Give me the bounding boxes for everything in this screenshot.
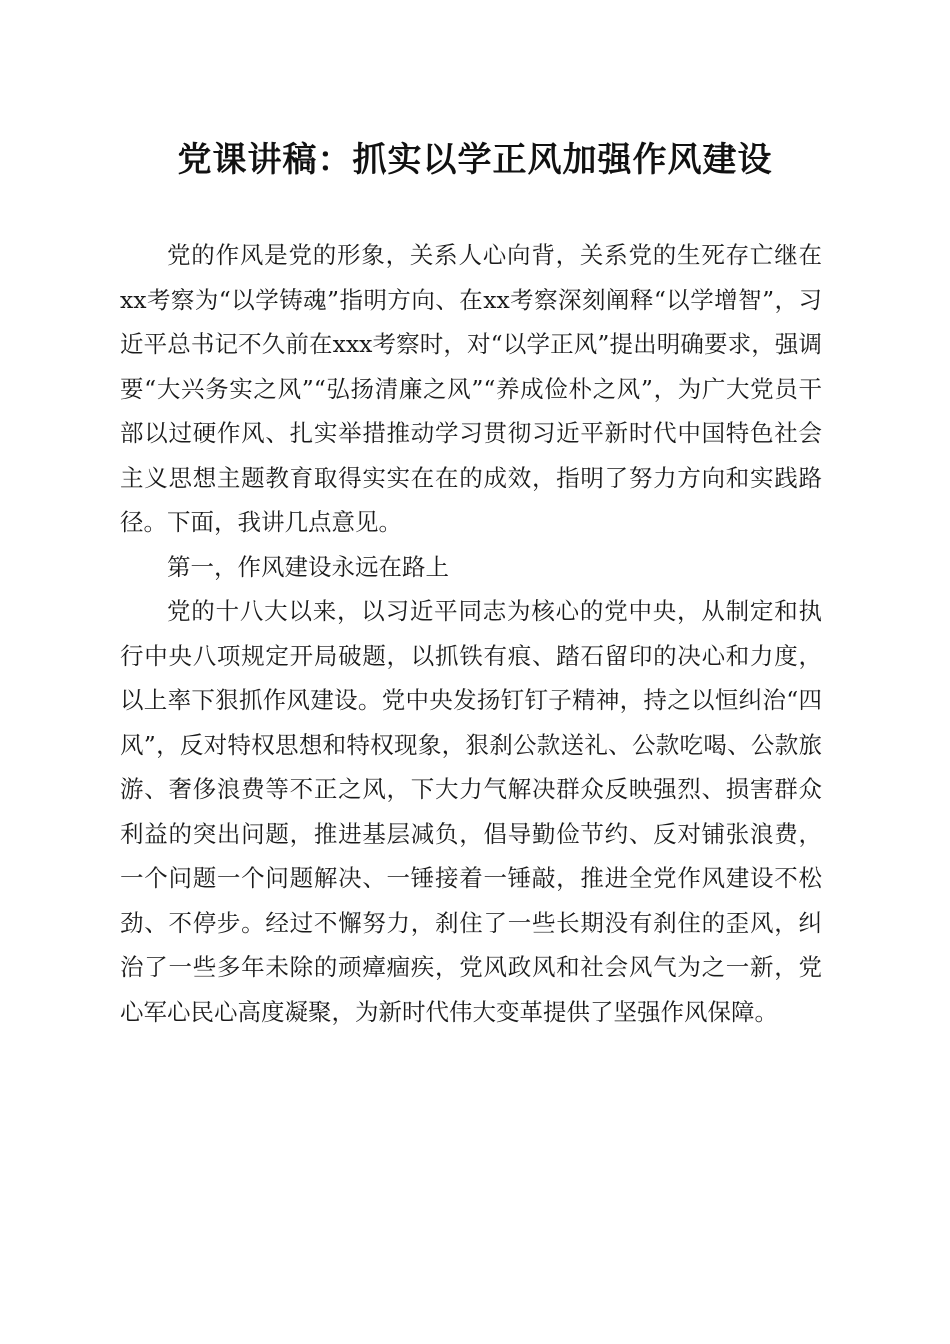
section-1-paragraph: 党的十八大以来，以习近平同志为核心的党中央，从制定和执行中央八项规定开局破题，以抓铁有痕、踏石留印的决心和力度，以上率下狠抓作风建设。党中央发扬钉钉子精神，持之以恒纠治“四风”，反对特权思想和特权现象，狠刹公款送礼、公款吃喝、公款旅游、奢侈浪费等不正之风，下大力气解决群众反映强烈、损害群众利益的突出问题，推进基层减负，倡导勤俭节约、反对铺张浪费，一个问题一个问题解决、一锤接着一锤敲，推进全党作风建设不松劲、不停步。经过不懈努力，刹住了一些长期没有刹住的歪风，纠治了一些多年未除的顽瘴痼疾，党风政风和社会风气为之一新，党心军心民心高度凝聚，为新时代伟大变革提供了坚强作风保障。 [120, 597, 822, 1026]
section-heading-1: 第一，作风建设永远在路上 [167, 552, 449, 581]
document-title: 党课讲稿：抓实以学正风加强作风建设 [177, 140, 773, 180]
intro-paragraph: 党的作风是党的形象，关系人心向背，关系党的生死存亡继在xx考察为“以学铸魂”指明方向、在xx考察深刻阐释“以学增智”，习近平总书记不久前在xxx考察时，对“以学正风”提出明确要求，强调要“大兴务实之风”“弘扬清廉之风”“养成俭朴之风”，为广大党员干部以过硬作风、扎实举措推动学习贯彻习近平新时代中国特色社会主义思想主题教育取得实实在在的成效，指明了努力方向和实践路径。下面，我讲几点意见。 [120, 241, 822, 536]
document-body [120, 233, 822, 1034]
